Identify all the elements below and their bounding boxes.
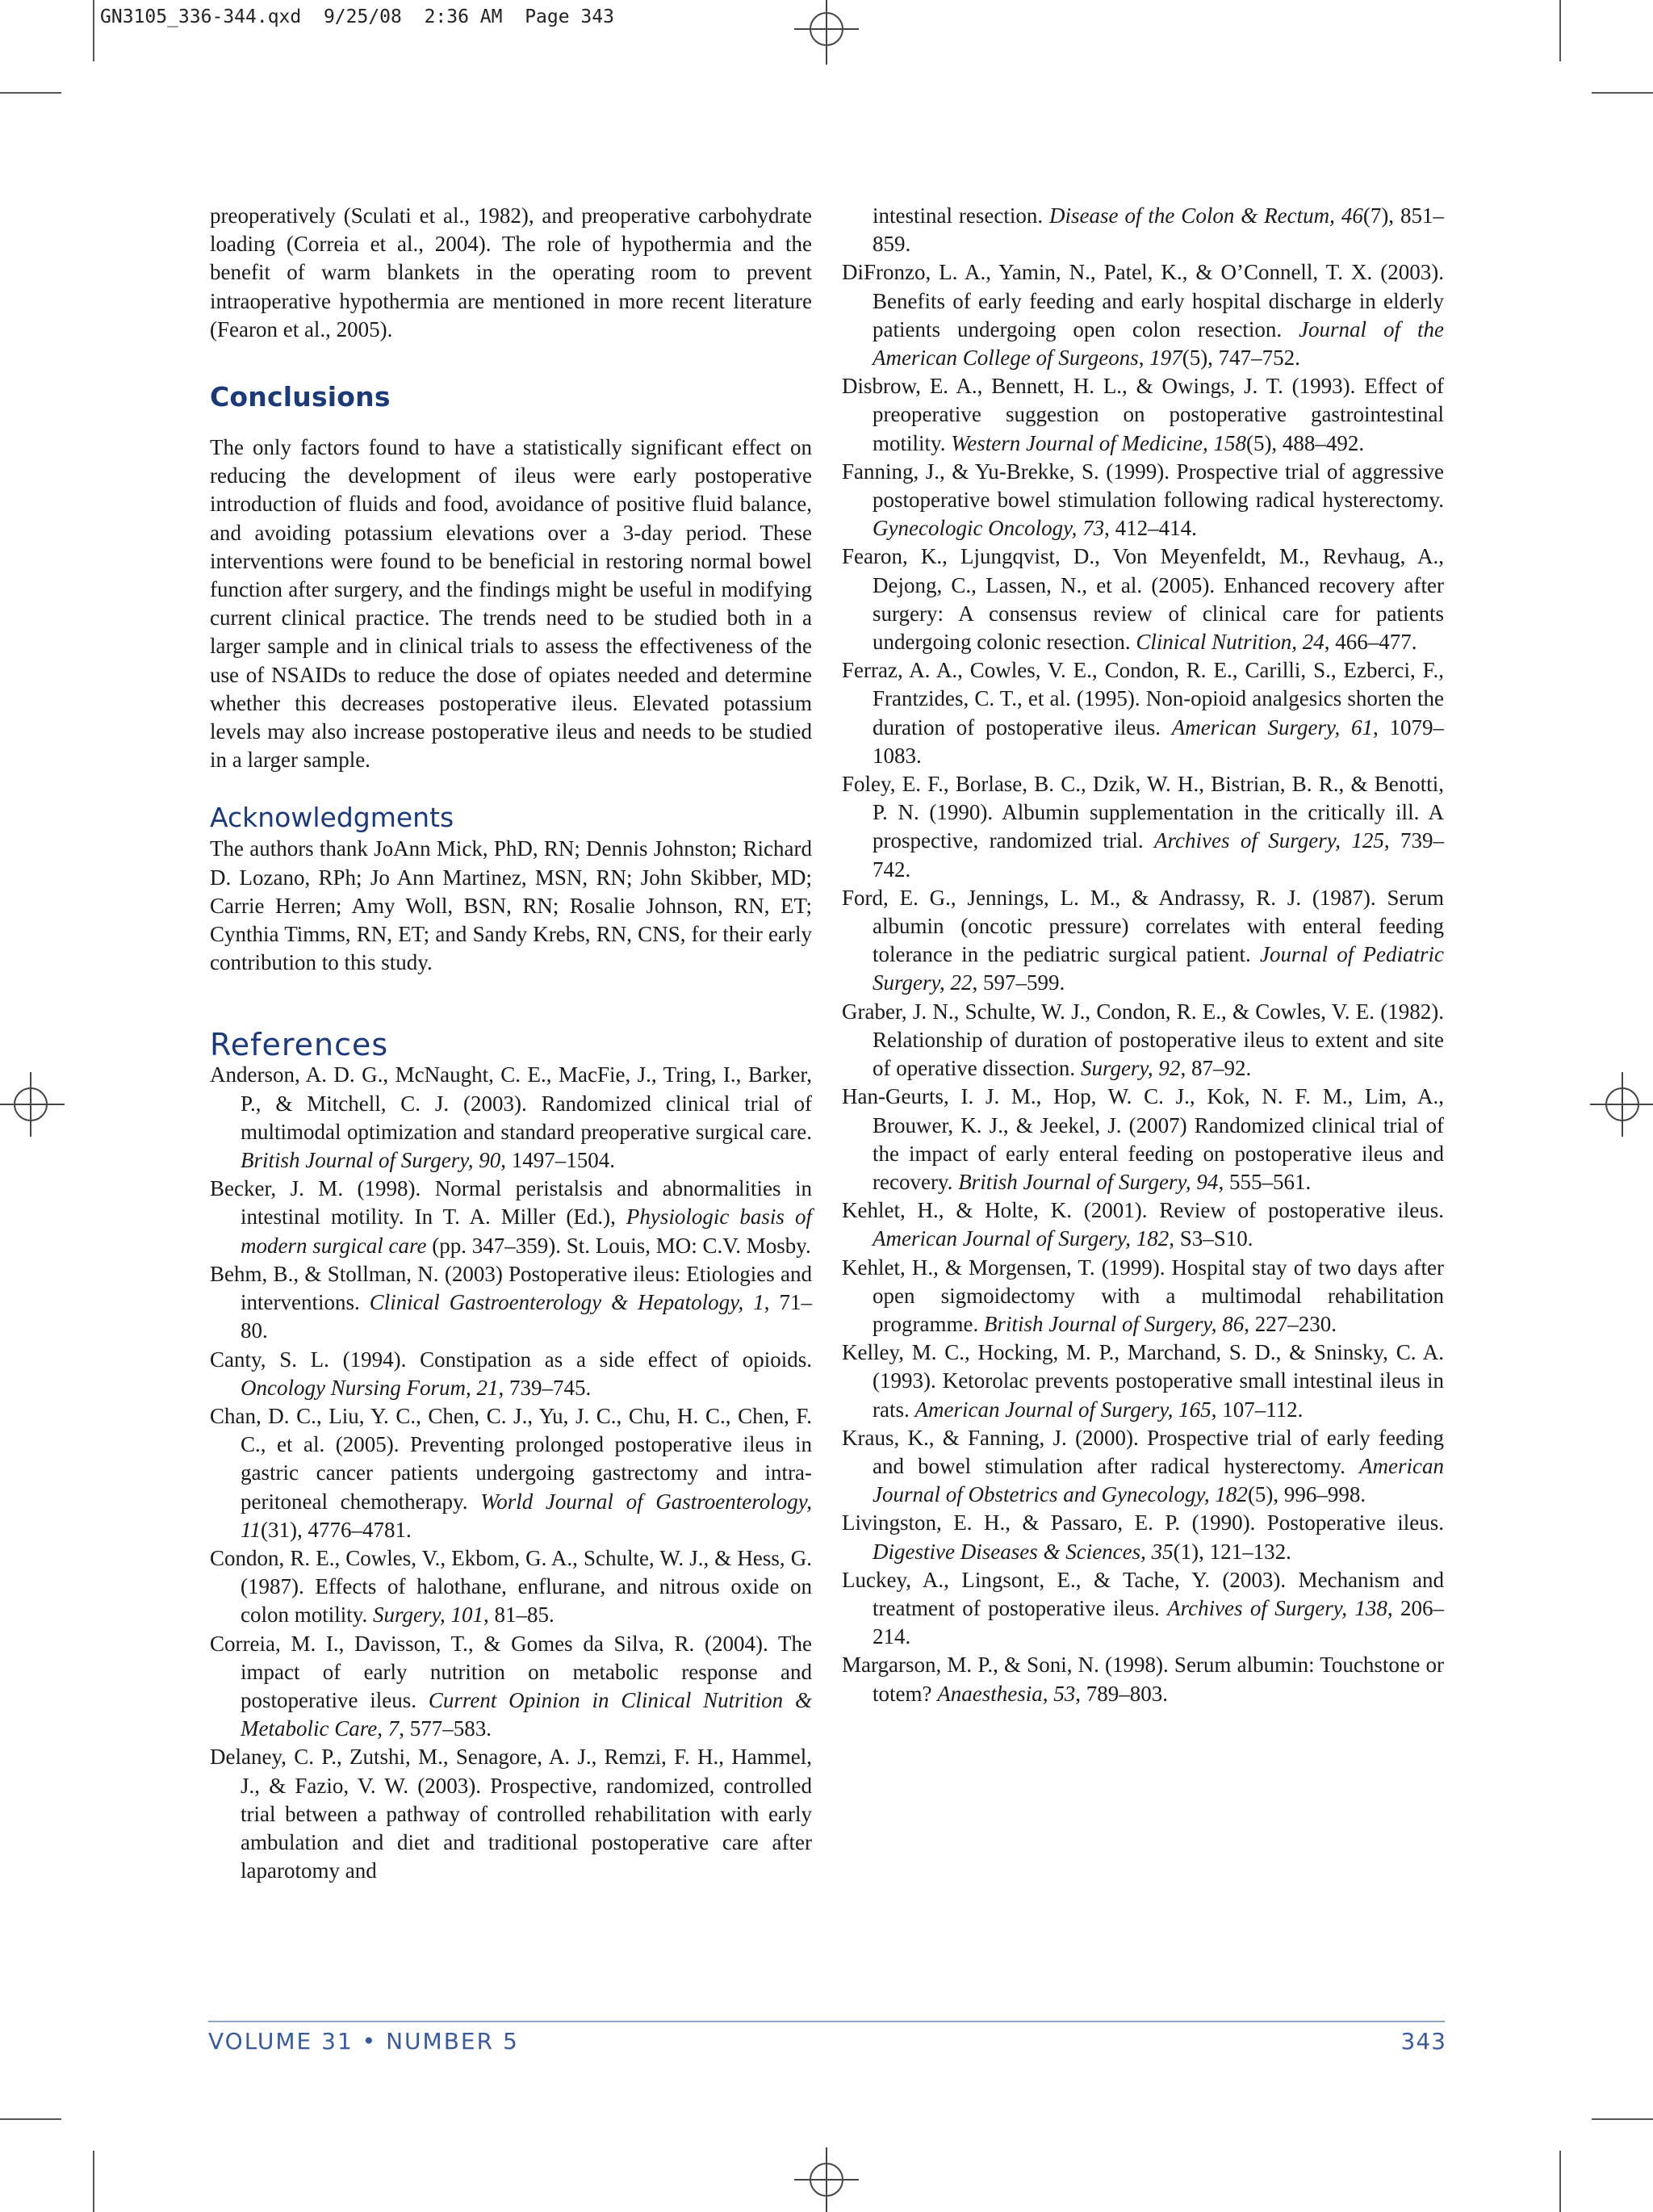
crop-mark-bottom-left-h: [0, 2118, 61, 2120]
reference-entry: Foley, E. F., Borlase, B. C., Dzik, W. H., Bistrian, B. R., & Benotti, P. N. (1990). Albumin supplementation in the critically ill. A prospective, randomized trial. Archives of Surgery, 125, 739–742.: [842, 772, 1445, 882]
reference-entry: Margarson, M. P., & Soni, N. (1998). Serum albumin: Touchstone or totem? Anaesthesia, 53, 789–803.: [842, 1653, 1444, 1706]
reference-entry: Luckey, A., Lingsont, E., & Tache, Y. (2003). Mechanism and treatment of postoperative ileus. Archives of Surgery, 138, 206–214.: [842, 1567, 1445, 1649]
conclusions-paragraph: The only factors found to have a statistically significant effect on reducing the development of ileus were early postoperative introduction of fluids and food, avoidance of positive fluid balance, and avoiding potassium elevations over a 3-day period. These interventions were found to be beneficial in restoring normal bowel function after surgery, and the findings might be useful in modifying current clinical practice. The trends need to be studied both in a larger sample and in clinical trials to assess the effectiveness of the use of NSAIDs to reduce the dose of opiates needed and determine whether this decreases postoperative ileus. Elevated potassium levels may also increase postoperative ileus and needs to be studied in a larger sample.: [210, 435, 812, 773]
reference-entry: Fearon, K., Ljungqvist, D., Von Meyenfeldt, M., Revhaug, A., Dejong, C., Lassen, N., et al. (2005). Enhanced recovery after surgery: A consensus review of clinical care for patients undergoing colonic resection. Clinical Nutrition, 24, 466–477.: [842, 544, 1444, 655]
reference-entry: Livingston, E. H., & Passaro, E. P. (1990). Postoperative ileus. Digestive Diseases & Sciences, 35(1), 121–132.: [842, 1510, 1444, 1564]
reference-entry: Han-Geurts, I. J. M., Hop, W. C. J., Kok, N. F. M., Lim, A., Brouwer, K. J., & Jeekel, J. (2007) Randomized clinical trial of the impact of early enteral feeding on postoperative ileus and recovery. British Journal of Surgery, 94, 555–561.: [842, 1084, 1444, 1194]
reference-entry: Anderson, A. D. G., McNaught, C. E., MacFie, J., Tring, I., Barker, P., & Mitchell, C. J. (2003). Randomized clinical trial of multimodal optimization and standard preoperative surgical care. British Journal of Surgery, 90, 1497–1504.: [210, 1062, 812, 1173]
reference-entry: Kehlet, H., & Morgensen, T. (1999). Hospital stay of two days after open sigmoidectomy with a multimodal rehabilitation programme. British Journal of Surgery, 86, 227–230.: [842, 1255, 1444, 1336]
crop-mark-top-right-h: [1592, 92, 1653, 94]
registration-mark-left: [0, 1070, 68, 1138]
reference-entry: Behm, B., & Stollman, N. (2003) Postoperative ileus: Etiologies and interventions. Clinical Gastroenterology & Hepatology, 1, 71–80.: [210, 1261, 812, 1343]
reference-list-right: [842, 202, 1444, 1708]
crop-mark-bottom-right-v: [1559, 2151, 1561, 2212]
references-heading: References: [210, 1027, 389, 1063]
footer-divider: [208, 2021, 1445, 2022]
reference-entry: Fanning, J., & Yu-Brekke, S. (1999). Prospective trial of aggressive postoperative bowel stimulation following radical hysterectomy. Gynecologic Oncology, 73, 412–414.: [842, 459, 1444, 541]
reference-entry: Disbrow, E. A., Bennett, H. L., & Owings, J. T. (1993). Effect of preoperative suggestion on postoperative gastrointestinal motility. Western Journal of Medicine, 158(5), 488–492.: [842, 374, 1444, 455]
right-column: [842, 202, 1444, 1708]
acknowledgments-paragraph: The authors thank JoAnn Mick, PhD, RN; Dennis Johnston; Richard D. Lozano, RPh; Jo Ann Martinez, MSN, RN; John Skibber, MD; Carrie Herren; Amy Woll, BSN, RN; Rosalie Johnson, RN, ET; Cynthia Timms, RN, ET; and Sandy Krebs, RN, CNS, for their early contribution to this study.: [210, 836, 812, 975]
reference-entry: Graber, J. N., Schulte, W. J., Condon, R. E., & Cowles, V. E. (1982). Relationship of duration of postoperative ileus to extent and site of operative dissection. Surgery, 92, 87–92.: [842, 999, 1444, 1081]
crop-mark-top-left-h: [0, 92, 61, 94]
registration-mark-bottom: [793, 2144, 860, 2212]
conclusions-heading: Conclusions: [210, 381, 391, 413]
footer-journal-issue: VOLUME 31 • NUMBER 5: [208, 2028, 519, 2055]
reference-entry: Kehlet, H., & Holte, K. (2001). Review of postoperative ileus. American Journal of Surgery, 182, S3–S10.: [842, 1198, 1444, 1251]
print-slug: GN3105_336-344.qxd 9/25/08 2:36 AM Page 343: [100, 6, 614, 27]
left-column: [210, 202, 812, 1885]
registration-mark-right: [1585, 1070, 1653, 1138]
footer-page-number: 343: [1400, 2028, 1446, 2055]
reference-list-left: [210, 1061, 812, 1885]
reference-entry: Ferraz, A. A., Cowles, V. E., Condon, R. E., Carilli, S., Ezberci, F., Frantzides, C. T., et al. (1995). Non-opioid analgesics shorten the duration of postoperative ileus. American Surgery, 61, 1079–1083.: [842, 658, 1444, 768]
crop-mark-bottom-right-h: [1592, 2118, 1653, 2120]
reference-entry: Becker, J. M. (1998). Normal peristalsis and abnormalities in intestinal motility. In T. A. Miller (Ed.), Physiologic basis of modern surgical care (pp. 347–359). St. Louis, MO: C.V. Mosby.: [210, 1176, 813, 1258]
reference-entry: Ford, E. G., Jennings, L. M., & Andrassy, R. J. (1987). Serum albumin (oncotic pressure) correlates with enteral feeding tolerance in the pediatric surgical patient. Journal of Pediatric Surgery, 22, 597–599.: [842, 885, 1445, 995]
reference-entry: Correia, M. I., Davisson, T., & Gomes da Silva, R. (2004). The impact of early nutrition on metabolic response and postoperative ileus. Current Opinion in Clinical Nutrition & Metabolic Care, 7, 577–583.: [210, 1631, 812, 1741]
registration-mark-top: [793, 0, 860, 68]
intro-paragraph: preoperatively (Sculati et al., 1982), and preoperative carbohydrate loading (Correia et al., 2004). The role of hypothermia and the benefit of warm blankets in the operating room to prevent intraoperative hypothermia are mentioned in more recent literature (Fearon et al., 2005).: [210, 203, 812, 341]
reference-entry: Chan, D. C., Liu, Y. C., Chen, C. J., Yu, J. C., Chu, H. C., Chen, F. C., et al. (2005). Preventing prolonged postoperative ileus in gastric cancer patients undergoing gastrectomy and intra-peritoneal chemotherapy. World Journal of Gastroenterology, 11(31), 4776–4781.: [210, 1403, 813, 1542]
reference-entry: DiFronzo, L. A., Yamin, N., Patel, K., & O’Connell, T. X. (2003). Benefits of early feeding and early hospital discharge in elderly patients undergoing open colon resection. Journal of the American College of Surgeons, 197(5), 747–752.: [842, 260, 1445, 371]
crop-mark-top-left-v: [93, 0, 94, 61]
acknowledgments-heading: Acknowledgments: [210, 802, 454, 834]
reference-entry: Kraus, K., & Fanning, J. (2000). Prospective trial of early feeding and bowel stimulation after radical hysterectomy. American Journal of Obstetrics and Gynecology, 182(5), 996–998.: [842, 1425, 1444, 1507]
reference-entry: Delaney, C. P., Zutshi, M., Senagore, A. J., Remzi, F. H., Hammel, J., & Fazio, V. W. (2003). Prospective, randomized, controlled trial between a pathway of controlled rehabilitation with early ambulation and diet and traditional postoperative care after laparotomy and: [210, 1745, 812, 1883]
reference-entry: Condon, R. E., Cowles, V., Ekbom, G. A., Schulte, W. J., & Hess, G. (1987). Effects of halothane, enflurane, and nitrous oxide on colon motility. Surgery, 101, 81–85.: [210, 1545, 812, 1628]
reference-entry: Kelley, M. C., Hocking, M. P., Marchand, S. D., & Sninsky, C. A. (1993). Ketorolac prevents postoperative small intestinal ileus in rats. American Journal of Surgery, 165, 107–112.: [842, 1340, 1444, 1422]
reference-entry-continued: intestinal resection. Disease of the Colon & Rectum, 46(7), 851–859.: [873, 203, 1444, 257]
crop-mark-bottom-left-v: [93, 2151, 94, 2212]
crop-mark-top-right-v: [1559, 0, 1561, 61]
reference-entry: Canty, S. L. (1994). Constipation as a side effect of opioids. Oncology Nursing Forum, 21, 739–745.: [210, 1347, 812, 1400]
